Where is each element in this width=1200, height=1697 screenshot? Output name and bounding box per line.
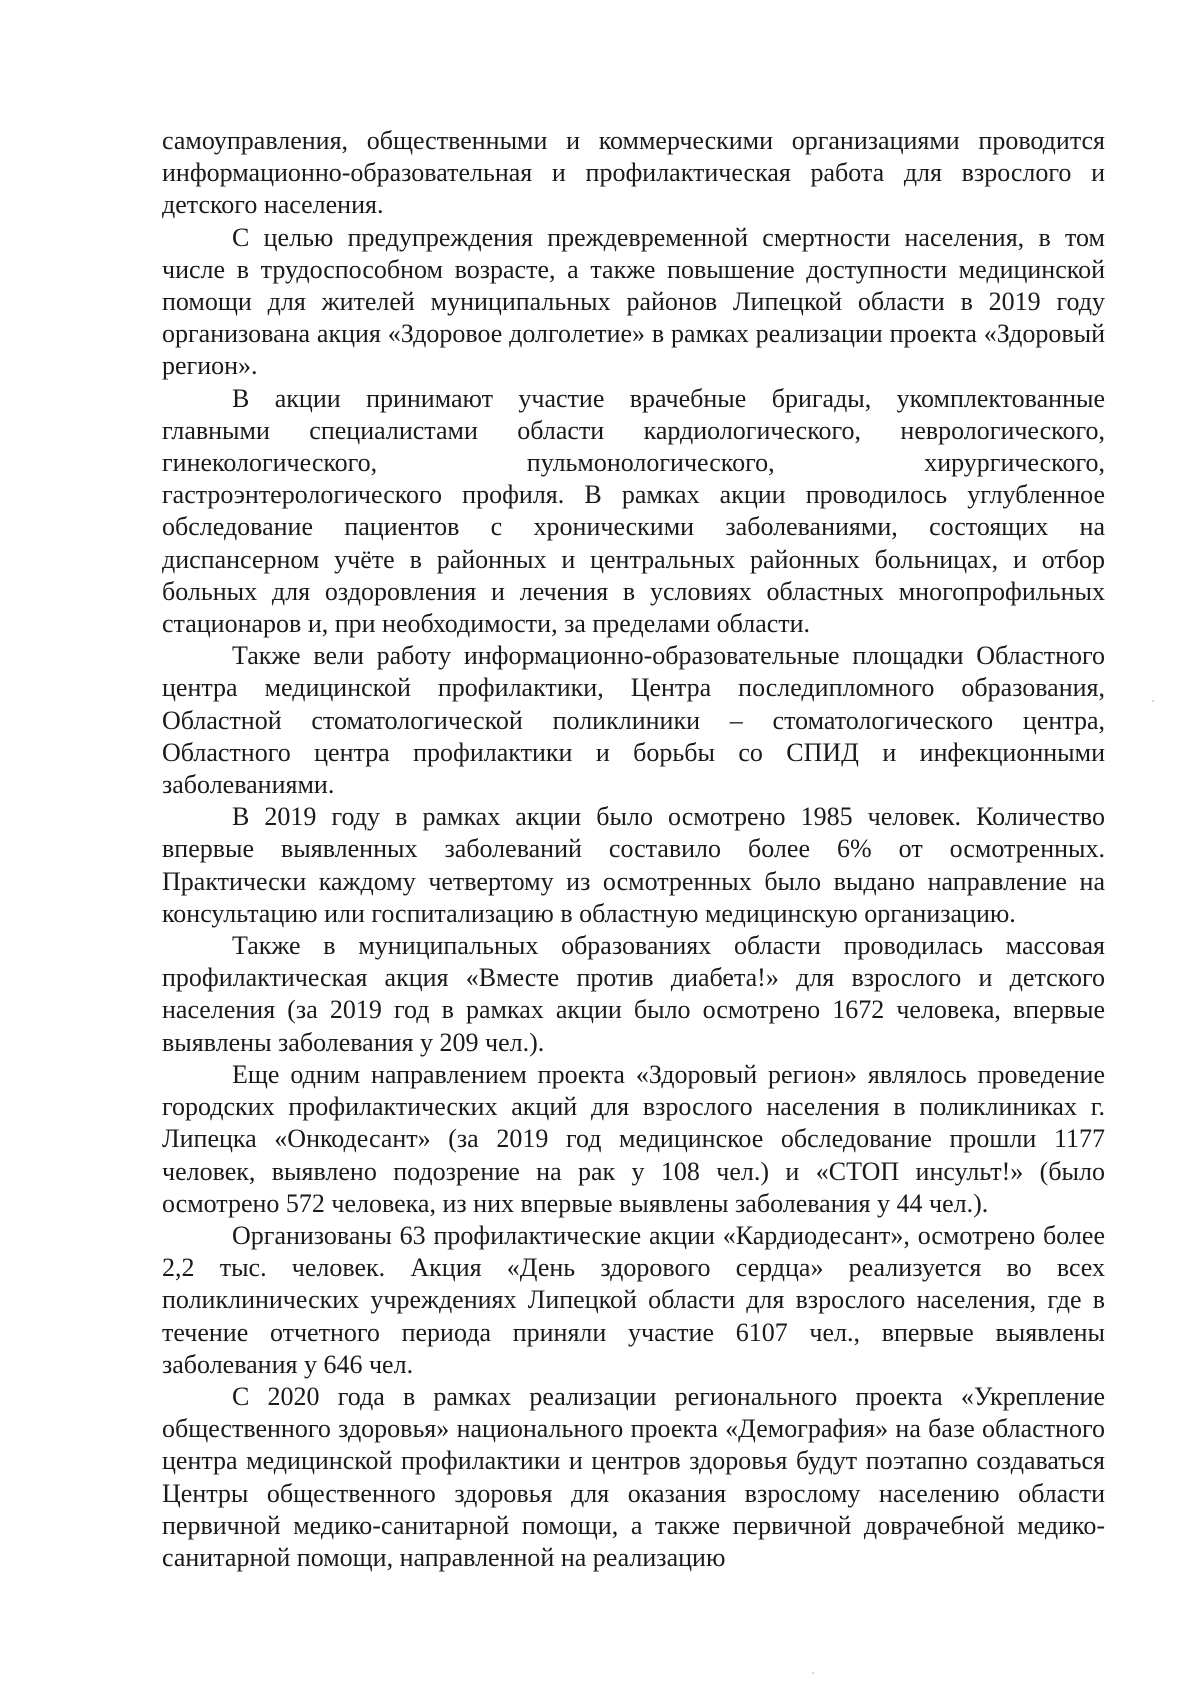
paragraph-diabetes-campaign: Также в муниципальных образованиях области проводилась массовая профилактическая акция «Вместе против диабета!» для взрослого и детского населения (за 2019 год в рамках акции было осмотрено 1672 человека, впервые выявлены заболевания у 209 чел.). — [162, 931, 1105, 1057]
paragraph-education-platforms: Также вели работу информационно-образовательные площадки Областного центра медицинской профилактики, Центра последипломного образования, Областной стоматологической поликлиники – стоматологического центра, Областного центра профилактики и борьбы со СПИД и инфекционными заболеваниями. — [162, 641, 1105, 800]
paragraph-continuation: самоуправления, общественными и коммерческими организациями проводится информационно-образовательная и профилактическая работа для взрослого и детского населения. — [162, 126, 1105, 220]
paragraph-2019-results: В 2019 году в рамках акции было осмотрено 1985 человек. Количество впервые выявленных заболеваний составило более 6% от осмотренных. Практически каждому четвертому из осмотренных было выдано направление на консультацию или госпитализацию в областную медицинскую организацию. — [162, 802, 1105, 928]
paragraph-public-health-centers: С 2020 года в рамках реализации регионального проекта «Укрепление общественного здоровья» национального проекта «Демография» на базе областного центра медицинской профилактики и центров здоровья будут поэтапно создаваться Центры общественного здоровья для оказания взрослому населению области первичной медико-санитарной помощи, а также первичной доврачебной медико-санитарной помощи, направленной на реализацию — [162, 1381, 1105, 1572]
paragraph-healthy-longevity: С целью предупреждения преждевременной смертности населения, в том числе в трудоспособном возрасте, а также повышение доступности медицинской помощи для жителей муниципальных районов Липецкой области в 2019 году организована акция «Здоровое долголетие» в рамках реализации проекта «Здоровый регион». — [162, 222, 1105, 381]
scan-artifact — [1152, 700, 1154, 702]
paragraph-city-campaigns: Еще одним направлением проекта «Здоровый регион» являлось проведение городских профилактических акций для взрослого населения в поликлиниках г. Липецка «Онкодесант» (за 2019 год медицинское обследование прошли 1177 человек, выявлено подозрение на рак у 108 чел.) и «СТОП инсульт!» (было осмотрено 572 человека, из них впервые выявлены заболевания у 44 чел.). — [162, 1059, 1105, 1218]
document-body — [162, 125, 1105, 1574]
paragraph-medical-teams: В акции принимают участие врачебные бригады, укомплектованные главными специалистами области кардиологического, неврологического, гинекологического, пульмонологического, хирургического, гастроэнтерологического профиля. В рамках акции проводилось углубленное обследование пациентов с хроническими заболеваниями, состоящих на диспансерном учёте в районных и центральных районных больницах, и отбор больных для оздоровления и лечения в условиях областных многопрофильных стационаров и, при необходимости, за пределами области. — [162, 383, 1105, 639]
paragraph-cardio-campaigns: Организованы 63 профилактические акции «Кардиодесант», осмотрено более 2,2 тыс. человек. Акция «День здорового сердца» реализуется во всех поликлинических учреждениях Липецкой области для взрослого населения, где в течение отчетного периода приняли участие 6107 чел., впервые выявлены заболевания у 646 чел. — [162, 1220, 1105, 1379]
scan-artifact — [812, 1672, 814, 1674]
